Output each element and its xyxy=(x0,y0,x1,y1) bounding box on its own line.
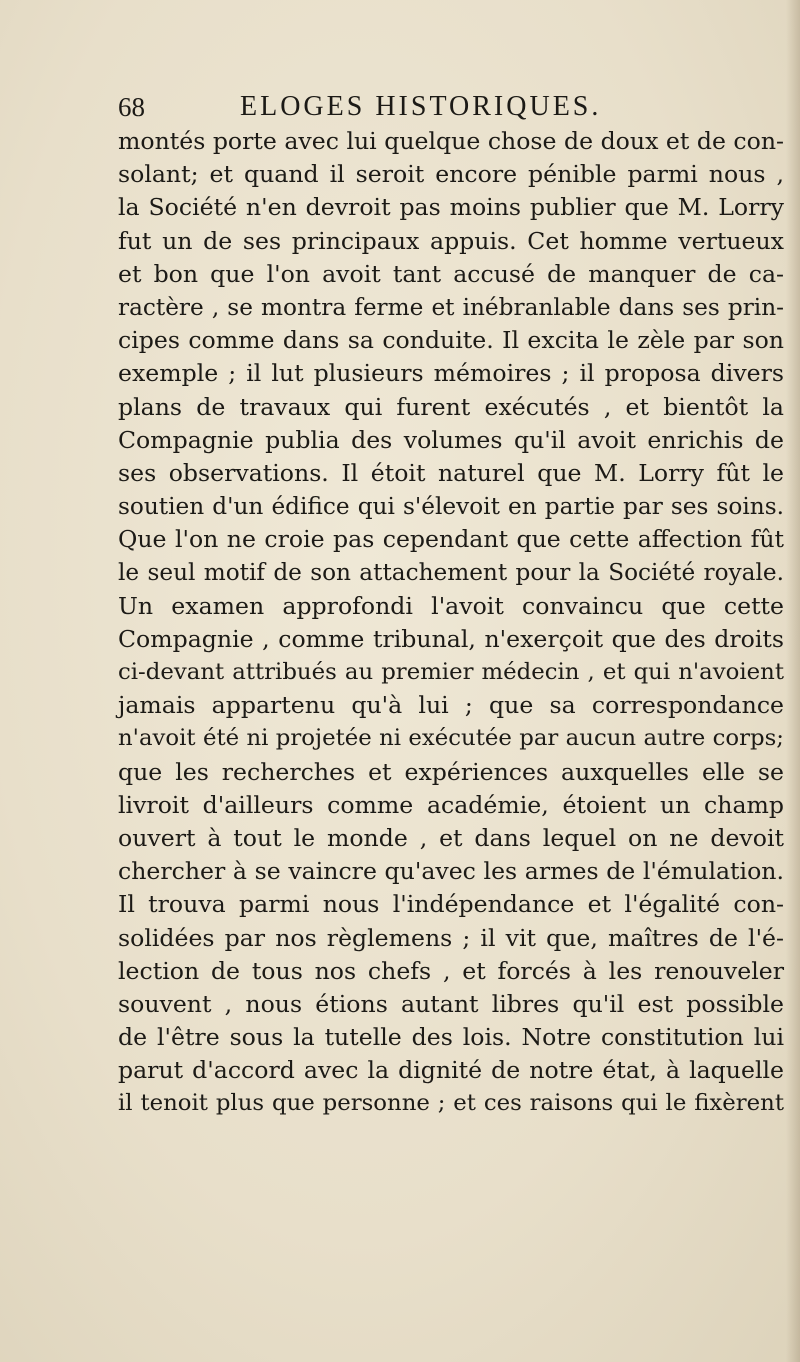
text-line: cipes comme dans sa conduite. Il excita le zèle par son xyxy=(118,326,784,355)
page-edge-shadow xyxy=(786,0,800,1362)
text-line: livroit d'ailleurs comme académie, étoient un champ xyxy=(118,790,784,819)
text-line: ouvert à tout le monde , et dans lequel on ne devoit xyxy=(118,823,784,852)
text-line: solidées par nos règlemens ; il vit que, maîtres de l'é- xyxy=(118,923,784,952)
body-text xyxy=(118,125,784,1121)
text-line: Il trouva parmi nous l'indépendance et l'égalité con- xyxy=(118,890,784,919)
text-line: il tenoit plus que personne ; et ces raisons qui le fixèrent xyxy=(118,1090,784,1117)
page-header xyxy=(118,89,678,125)
text-line: soutien d'un édifice qui s'élevoit en partie par ses soins. xyxy=(118,493,784,521)
text-line: exemple ; il lut plusieurs mémoires ; il proposa divers xyxy=(118,359,784,388)
text-line: Compagnie , comme tribunal, n'exerçoit que des droits xyxy=(118,624,784,653)
text-line: fut un de ses principaux appuis. Cet homme vertueux xyxy=(118,226,784,255)
text-line: ses observations. Il étoit naturel que M. Lorry fût le xyxy=(118,458,784,487)
text-line: ractère , se montra ferme et inébranlable dans ses prin- xyxy=(118,293,784,321)
text-line: que les recherches et expériences auxquelles elle se xyxy=(118,757,784,786)
text-line: jamais appartenu qu'à lui ; que sa correspondance xyxy=(118,691,784,720)
text-line: et bon que l'on avoit tant accusé de manquer de ca- xyxy=(118,259,784,288)
text-line: de l'être sous la tutelle des lois. Notre constitution lui xyxy=(118,1023,784,1052)
text-line: solant; et quand il seroit encore pénible parmi nous , xyxy=(118,160,784,189)
text-line: le seul motif de son attachement pour la Société royale. xyxy=(118,559,784,587)
text-line: Compagnie publia des volumes qu'il avoit enrichis de xyxy=(118,425,784,454)
text-line: Que l'on ne croie pas cependant que cette affection fût xyxy=(118,525,784,554)
text-line: chercher à se vaincre qu'avec les armes de l'émulation. xyxy=(118,857,784,886)
text-line: montés porte avec lui quelque chose de doux et de con- xyxy=(118,127,784,155)
text-line: parut d'accord avec la dignité de notre état, à laquelle xyxy=(118,1056,784,1085)
text-line: n'avoit été ni projetée ni exécutée par aucun autre corps; xyxy=(118,725,784,752)
running-title: ELOGES HISTORIQUES. xyxy=(240,91,602,122)
text-line: ci-devant attribués au premier médecin , et qui n'avoient xyxy=(118,659,784,685)
text-line: plans de travaux qui furent exécutés , et bientôt la xyxy=(118,392,784,421)
text-line: lection de tous nos chefs , et forcés à les renouveler xyxy=(118,956,784,985)
text-line: souvent , nous étions autant libres qu'il est possible xyxy=(118,989,784,1018)
text-line: la Société n'en devroit pas moins publier que M. Lorry xyxy=(118,193,784,222)
page-number: 68 xyxy=(118,92,145,122)
text-line: Un examen approfondi l'avoit convaincu que cette xyxy=(118,591,784,620)
